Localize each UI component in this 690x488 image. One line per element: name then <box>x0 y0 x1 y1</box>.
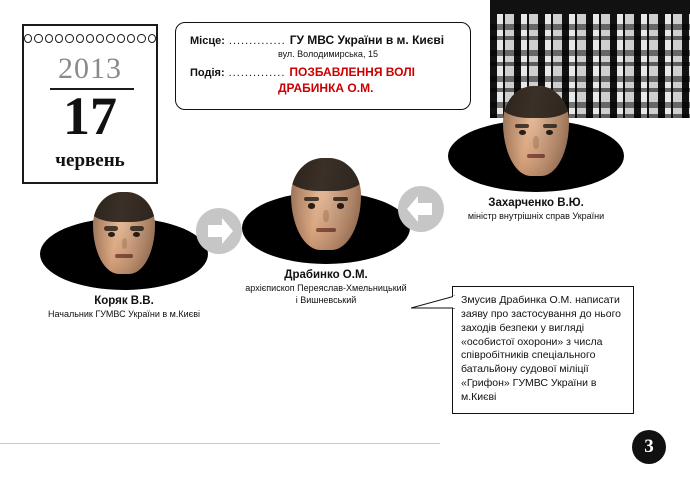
portrait-face-drabinko <box>291 158 361 250</box>
person-name-drabinko: Драбинко О.М. <box>284 269 368 281</box>
portrait-face-koryak <box>93 192 155 274</box>
arrow-left-icon <box>396 184 446 234</box>
place-row <box>190 33 458 47</box>
place-dots: .............. <box>228 35 286 47</box>
calendar-year: 2013 <box>58 52 122 85</box>
place-address: вул. Володимирська, 15 <box>278 49 378 59</box>
callout-box <box>452 286 634 414</box>
event-value-line2: ДРАБИНКА О.М. <box>278 81 374 95</box>
event-info-card <box>175 22 471 110</box>
event-value-line1: ПОЗБАВЛЕННЯ ВОЛІ <box>289 65 415 79</box>
place-value: ГУ МВС України в м. Києві <box>289 33 445 47</box>
building-photo-top-band <box>490 0 690 14</box>
calendar-rings <box>24 32 156 44</box>
person-name-koryak: Коряк В.В. <box>94 295 154 307</box>
portrait-oval-zakharchenko <box>448 120 624 192</box>
page-number-badge: 3 <box>632 430 666 464</box>
person-drabinko <box>236 192 416 306</box>
callout-tail <box>411 295 455 309</box>
calendar-day: 17 <box>63 86 117 146</box>
person-zakharchenko <box>441 120 631 222</box>
person-role-drabinko-line1: архієпископ Переяслав-Хмельницький <box>245 283 407 294</box>
portrait-oval-koryak <box>40 218 208 290</box>
person-koryak <box>34 218 214 320</box>
person-role-zakharchenko: міністр внутрішніх справ України <box>467 211 605 222</box>
person-name-zakharchenko: Захарченко В.Ю. <box>488 197 584 209</box>
person-role-drabinko-line2: і Вишневський <box>295 295 357 306</box>
person-role-koryak: Начальник ГУМВС України в м.Києві <box>47 309 201 320</box>
calendar-month: червень <box>55 150 125 171</box>
calendar-card <box>22 24 158 184</box>
portrait-oval-drabinko <box>242 192 410 264</box>
bottom-divider <box>0 443 440 444</box>
portrait-face-zakharchenko <box>503 86 569 176</box>
arrow-right-icon <box>194 206 244 256</box>
callout-text: Змусив Драбинка О.М. написати заяву про застосування до нього заходів безпеки у вигляді «особистої охорони» з числа співробітників спеціального батальйону судової міліції «Грифон» ГУМВС України в м.Києві <box>461 294 622 404</box>
event-row <box>190 65 458 79</box>
event-dots: .............. <box>228 67 286 79</box>
event-label: Подія: <box>190 67 225 79</box>
place-label: Місце: <box>190 35 225 47</box>
